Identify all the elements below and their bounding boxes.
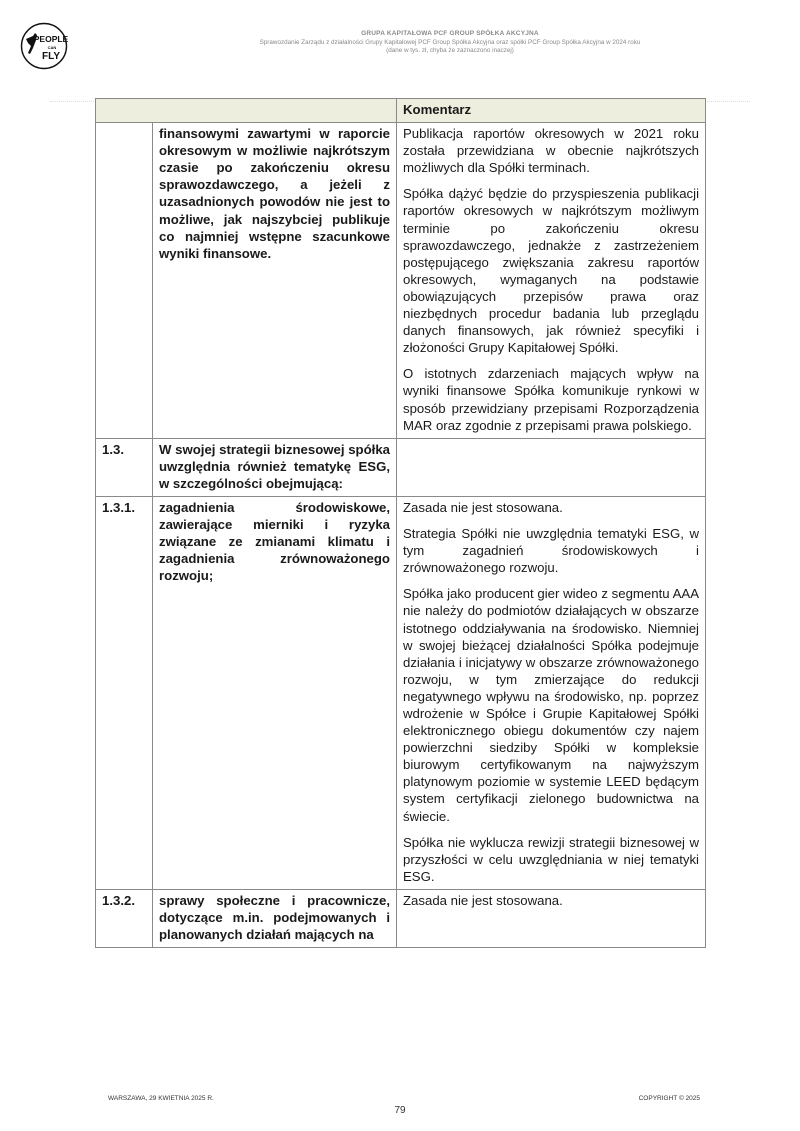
comment-paragraph: Strategia Spółki nie uwzględnia tematyki ESG, w tym zagadnień środowiskowych i zrównoważonego rozwoju. xyxy=(403,526,699,576)
logo-line-1: PEOPLE xyxy=(33,34,68,44)
comment-paragraph: O istotnych zdarzeniach mających wpływ na wyniki finansowe Spółka komunikuje rynkowi w sposób przewidziany przepisami Rozporządzenia MAR oraz zgodnie z przepisami prawa polskiego. xyxy=(403,366,699,433)
table-row xyxy=(96,438,706,496)
logo-line-3: FLY xyxy=(42,51,60,62)
table-header-row xyxy=(96,99,706,123)
rule-text: W swojej strategii biznesowej spółka uwzględnia również tematykę ESG, w szczególności obejmującą: xyxy=(153,438,397,496)
table-row xyxy=(96,123,706,439)
page-header xyxy=(120,30,780,54)
comment-cell xyxy=(397,438,706,496)
rule-text: sprawy społeczne i pracownicze, dotyczące m.in. podejmowanych i planowanych działań mających na xyxy=(153,889,397,947)
page-number: 79 xyxy=(394,1105,406,1116)
comment-paragraph: Zasada nie jest stosowana. xyxy=(403,892,563,908)
comment-cell xyxy=(397,889,706,947)
logo-line-2: CAN xyxy=(47,45,57,50)
footer-copyright: COPYRIGHT © 2025 xyxy=(638,1095,700,1102)
people-can-fly-logo-icon xyxy=(20,22,68,70)
table-row xyxy=(96,496,706,889)
header-cell-empty xyxy=(96,99,397,123)
comment-paragraph: Spółka dążyć będzie do przyspieszenia publikacji raportów okresowych w najkrótszym możliwym terminie po zakończeniu okresu sprawozdawczego, jednakże z zastrzeżeniem postępującego zwiększania zakresu raportów okresowych, wymaganych na podstawie obowiązujących przepisów prawa oraz niezbędnych procedur badania lub przeglądu danych finansowych, jak również specyfiki i złożoności Grupy Kapitałowej Spółki. xyxy=(403,186,699,356)
comment-cell xyxy=(397,123,706,439)
governance-principles-table xyxy=(95,98,706,948)
row-number xyxy=(96,123,153,439)
currency-note: (dane w tys. zł, chyba że zaznaczono inaczej) xyxy=(386,47,514,54)
report-subtitle: Sprawozdanie Zarządu z działalności Grupy Kapitałowej PCF Group Spółka Akcyjna oraz spółki PCF Group Spółka Akcyjna w 2024 roku xyxy=(259,39,641,46)
row-number: 1.3.2. xyxy=(96,889,153,947)
comment-paragraph: Spółka nie wyklucza rewizji strategii biznesowej w przyszłości w celu uwzględniania w niej tematyki ESG. xyxy=(403,834,699,884)
rule-text: finansowymi zawartymi w raporcie okresowym w możliwie najkrótszym czasie po zakończeniu okresu sprawozdawczego, a jeżeli z uzasadnionych powodów nie jest to możliwe, jak najszybciej publikuje co najmniej wstępne szacunkowe wyniki finansowe. xyxy=(153,123,397,439)
comment-paragraph: Spółka jako producent gier wideo z segmentu AAA nie należy do podmiotów działających w obszarze istotnego oddziaływania na środowisko. Niemniej w swojej bieżącej działalności Spółka podejmuje działania i inicjatywy w obszarze zrównoważonego rozwoju, w tym zmierzające do redukcji negatywnego wpływu na środowisko, np. poprzez wdrożenie w Spółce i Grupie Kapitałowej Spółki elektronicznego obiegu dokumentów czy najem powierzchni siedziby Spółki w kompleksie biurowym certyfikowanym na najwyższym platynowym poziomie w systemie LEED będącym system certyfikacji zielonego budownictwa na świecie. xyxy=(403,586,699,824)
company-name: GRUPA KAPITAŁOWA PCF GROUP SPÓŁKA AKCYJNA xyxy=(361,30,539,37)
row-number: 1.3. xyxy=(96,438,153,496)
rule-text: zagadnienia środowiskowe, zawierające mierniki i ryzyka związane ze zmianami klimatu i zagadnienia zrównoważonego rozwoju; xyxy=(153,496,397,889)
company-logo xyxy=(20,22,68,70)
table-row xyxy=(96,889,706,947)
header-cell-comment: Komentarz xyxy=(397,99,706,123)
comment-paragraph: Publikacja raportów okresowych w 2021 roku została przewidziana w obecnie najkrótszych możliwych dla Spółki terminach. xyxy=(403,126,699,176)
row-number: 1.3.1. xyxy=(96,496,153,889)
footer-date: WARSZAWA, 29 KWIETNIA 2025 R. xyxy=(108,1095,214,1102)
comment-paragraph: Zasada nie jest stosowana. xyxy=(403,499,563,515)
comment-cell xyxy=(397,496,706,889)
